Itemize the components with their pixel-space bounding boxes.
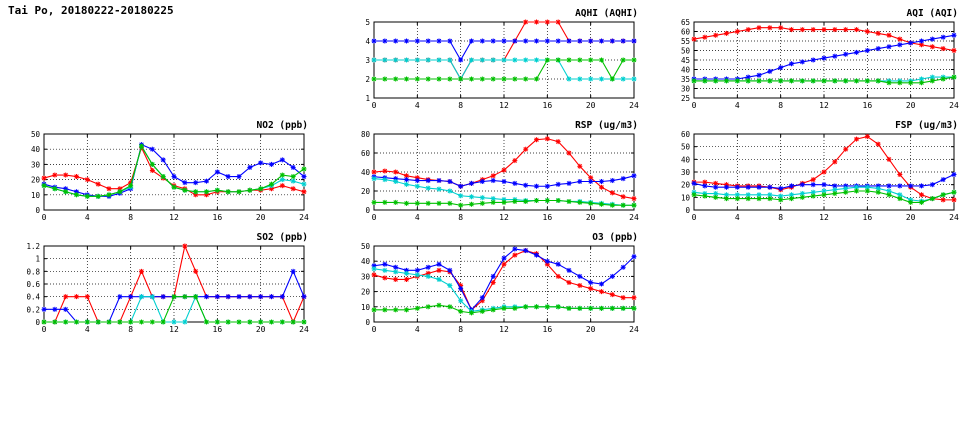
svg-text:35: 35 — [680, 75, 690, 84]
svg-text:2: 2 — [365, 75, 370, 84]
chart-svg-aqi — [660, 8, 960, 118]
svg-text:4: 4 — [414, 213, 420, 222]
chart-panel-aqhi — [340, 8, 640, 118]
svg-text:24: 24 — [949, 101, 959, 110]
svg-text:80: 80 — [360, 130, 370, 139]
svg-text:4: 4 — [734, 213, 740, 222]
svg-text:30: 30 — [360, 272, 370, 282]
svg-text:3: 3 — [365, 56, 370, 65]
svg-text:0: 0 — [365, 206, 370, 215]
chart-title-fsp: FSP (ug/m3) — [895, 120, 958, 131]
svg-text:16: 16 — [542, 325, 553, 334]
svg-text:4: 4 — [365, 37, 370, 46]
svg-text:50: 50 — [30, 130, 40, 139]
svg-text:0.2: 0.2 — [26, 305, 40, 315]
svg-text:24: 24 — [299, 325, 309, 334]
svg-text:12: 12 — [819, 213, 829, 222]
svg-text:5: 5 — [365, 18, 370, 27]
svg-text:25: 25 — [680, 94, 690, 103]
svg-text:24: 24 — [629, 213, 639, 222]
chart-svg-rsp — [340, 120, 640, 230]
svg-text:0.8: 0.8 — [26, 267, 40, 277]
svg-text:24: 24 — [299, 213, 309, 222]
svg-text:4: 4 — [414, 325, 420, 334]
svg-text:40: 40 — [680, 65, 690, 75]
chart-panel-so2 — [10, 232, 310, 342]
svg-text:50: 50 — [360, 242, 370, 251]
svg-text:40: 40 — [360, 257, 370, 267]
svg-text:60: 60 — [680, 130, 690, 139]
svg-text:0: 0 — [35, 206, 40, 215]
svg-text:20: 20 — [585, 213, 596, 222]
svg-text:16: 16 — [212, 213, 223, 222]
chart-title-rsp: RSP (ug/m3) — [575, 120, 638, 131]
svg-text:1: 1 — [35, 254, 40, 264]
svg-text:30: 30 — [30, 160, 40, 170]
svg-text:8: 8 — [128, 325, 134, 334]
svg-text:50: 50 — [680, 46, 690, 56]
svg-text:12: 12 — [169, 325, 179, 334]
chart-panel-fsp — [660, 120, 960, 230]
svg-text:16: 16 — [862, 213, 873, 222]
svg-text:30: 30 — [680, 168, 690, 177]
svg-text:0: 0 — [371, 213, 377, 222]
svg-text:8: 8 — [128, 213, 134, 222]
chart-svg-so2 — [10, 232, 310, 342]
svg-text:0: 0 — [41, 213, 47, 222]
svg-text:24: 24 — [629, 325, 639, 334]
svg-text:20: 20 — [905, 213, 916, 222]
svg-text:8: 8 — [458, 325, 464, 334]
svg-text:60: 60 — [680, 27, 690, 37]
svg-text:60: 60 — [360, 149, 370, 158]
svg-text:0: 0 — [35, 318, 40, 327]
chart-panel-aqi — [660, 8, 960, 118]
chart-svg-no2 — [10, 120, 310, 230]
svg-text:1.2: 1.2 — [26, 242, 40, 251]
svg-text:0.6: 0.6 — [26, 280, 40, 289]
svg-text:40: 40 — [680, 155, 690, 165]
svg-text:55: 55 — [680, 37, 690, 46]
chart-panel-no2 — [10, 120, 310, 230]
svg-text:0: 0 — [41, 325, 47, 334]
svg-text:4: 4 — [84, 325, 90, 334]
svg-text:12: 12 — [169, 213, 179, 222]
svg-text:16: 16 — [212, 325, 223, 334]
svg-text:16: 16 — [542, 213, 553, 222]
svg-text:20: 20 — [585, 325, 596, 334]
svg-text:45: 45 — [680, 56, 690, 65]
svg-text:0.4: 0.4 — [26, 292, 40, 302]
svg-text:16: 16 — [862, 101, 873, 110]
svg-text:8: 8 — [778, 101, 784, 110]
svg-text:0: 0 — [685, 206, 690, 215]
svg-text:0: 0 — [691, 213, 697, 222]
chart-svg-aqhi — [340, 8, 640, 118]
svg-text:4: 4 — [734, 101, 740, 110]
svg-text:12: 12 — [499, 325, 509, 334]
chart-title-aqhi: AQHI (AQHI) — [575, 8, 638, 19]
chart-title-no2: NO2 (ppb) — [256, 120, 308, 131]
svg-text:16: 16 — [542, 101, 553, 110]
chart-panel-o3 — [340, 232, 640, 342]
svg-text:4: 4 — [414, 101, 420, 110]
svg-text:20: 20 — [585, 101, 596, 110]
svg-text:1: 1 — [365, 94, 370, 103]
page-title: Tai Po, 20180222-20180225 — [8, 4, 174, 17]
svg-text:24: 24 — [949, 213, 959, 222]
svg-text:50: 50 — [680, 142, 690, 152]
svg-text:0: 0 — [365, 318, 370, 327]
svg-text:0: 0 — [691, 101, 697, 110]
svg-text:8: 8 — [458, 213, 464, 222]
svg-text:8: 8 — [458, 101, 464, 110]
svg-text:30: 30 — [680, 84, 690, 94]
chart-svg-fsp — [660, 120, 960, 230]
svg-text:20: 20 — [680, 180, 690, 190]
svg-text:24: 24 — [629, 101, 639, 110]
svg-text:20: 20 — [360, 287, 370, 297]
svg-text:12: 12 — [499, 101, 509, 110]
svg-text:20: 20 — [255, 213, 266, 222]
chart-title-aqi: AQI (AQI) — [906, 8, 958, 19]
chart-panel-rsp — [340, 120, 640, 230]
svg-text:0: 0 — [371, 101, 377, 110]
svg-text:12: 12 — [499, 213, 509, 222]
svg-text:65: 65 — [680, 18, 690, 27]
svg-text:20: 20 — [905, 101, 916, 110]
svg-text:10: 10 — [680, 193, 690, 203]
svg-text:20: 20 — [30, 175, 40, 185]
svg-text:12: 12 — [819, 101, 829, 110]
svg-text:4: 4 — [84, 213, 90, 222]
svg-text:10: 10 — [30, 190, 40, 200]
svg-text:10: 10 — [360, 302, 370, 312]
chart-title-o3: O3 (ppb) — [592, 232, 638, 243]
svg-text:0: 0 — [371, 325, 377, 334]
svg-text:40: 40 — [30, 145, 40, 155]
chart-svg-o3 — [340, 232, 640, 342]
chart-title-so2: SO2 (ppb) — [256, 232, 308, 243]
svg-text:40: 40 — [360, 168, 370, 177]
svg-text:20: 20 — [255, 325, 266, 334]
svg-text:8: 8 — [778, 213, 784, 222]
svg-text:20: 20 — [360, 187, 370, 196]
